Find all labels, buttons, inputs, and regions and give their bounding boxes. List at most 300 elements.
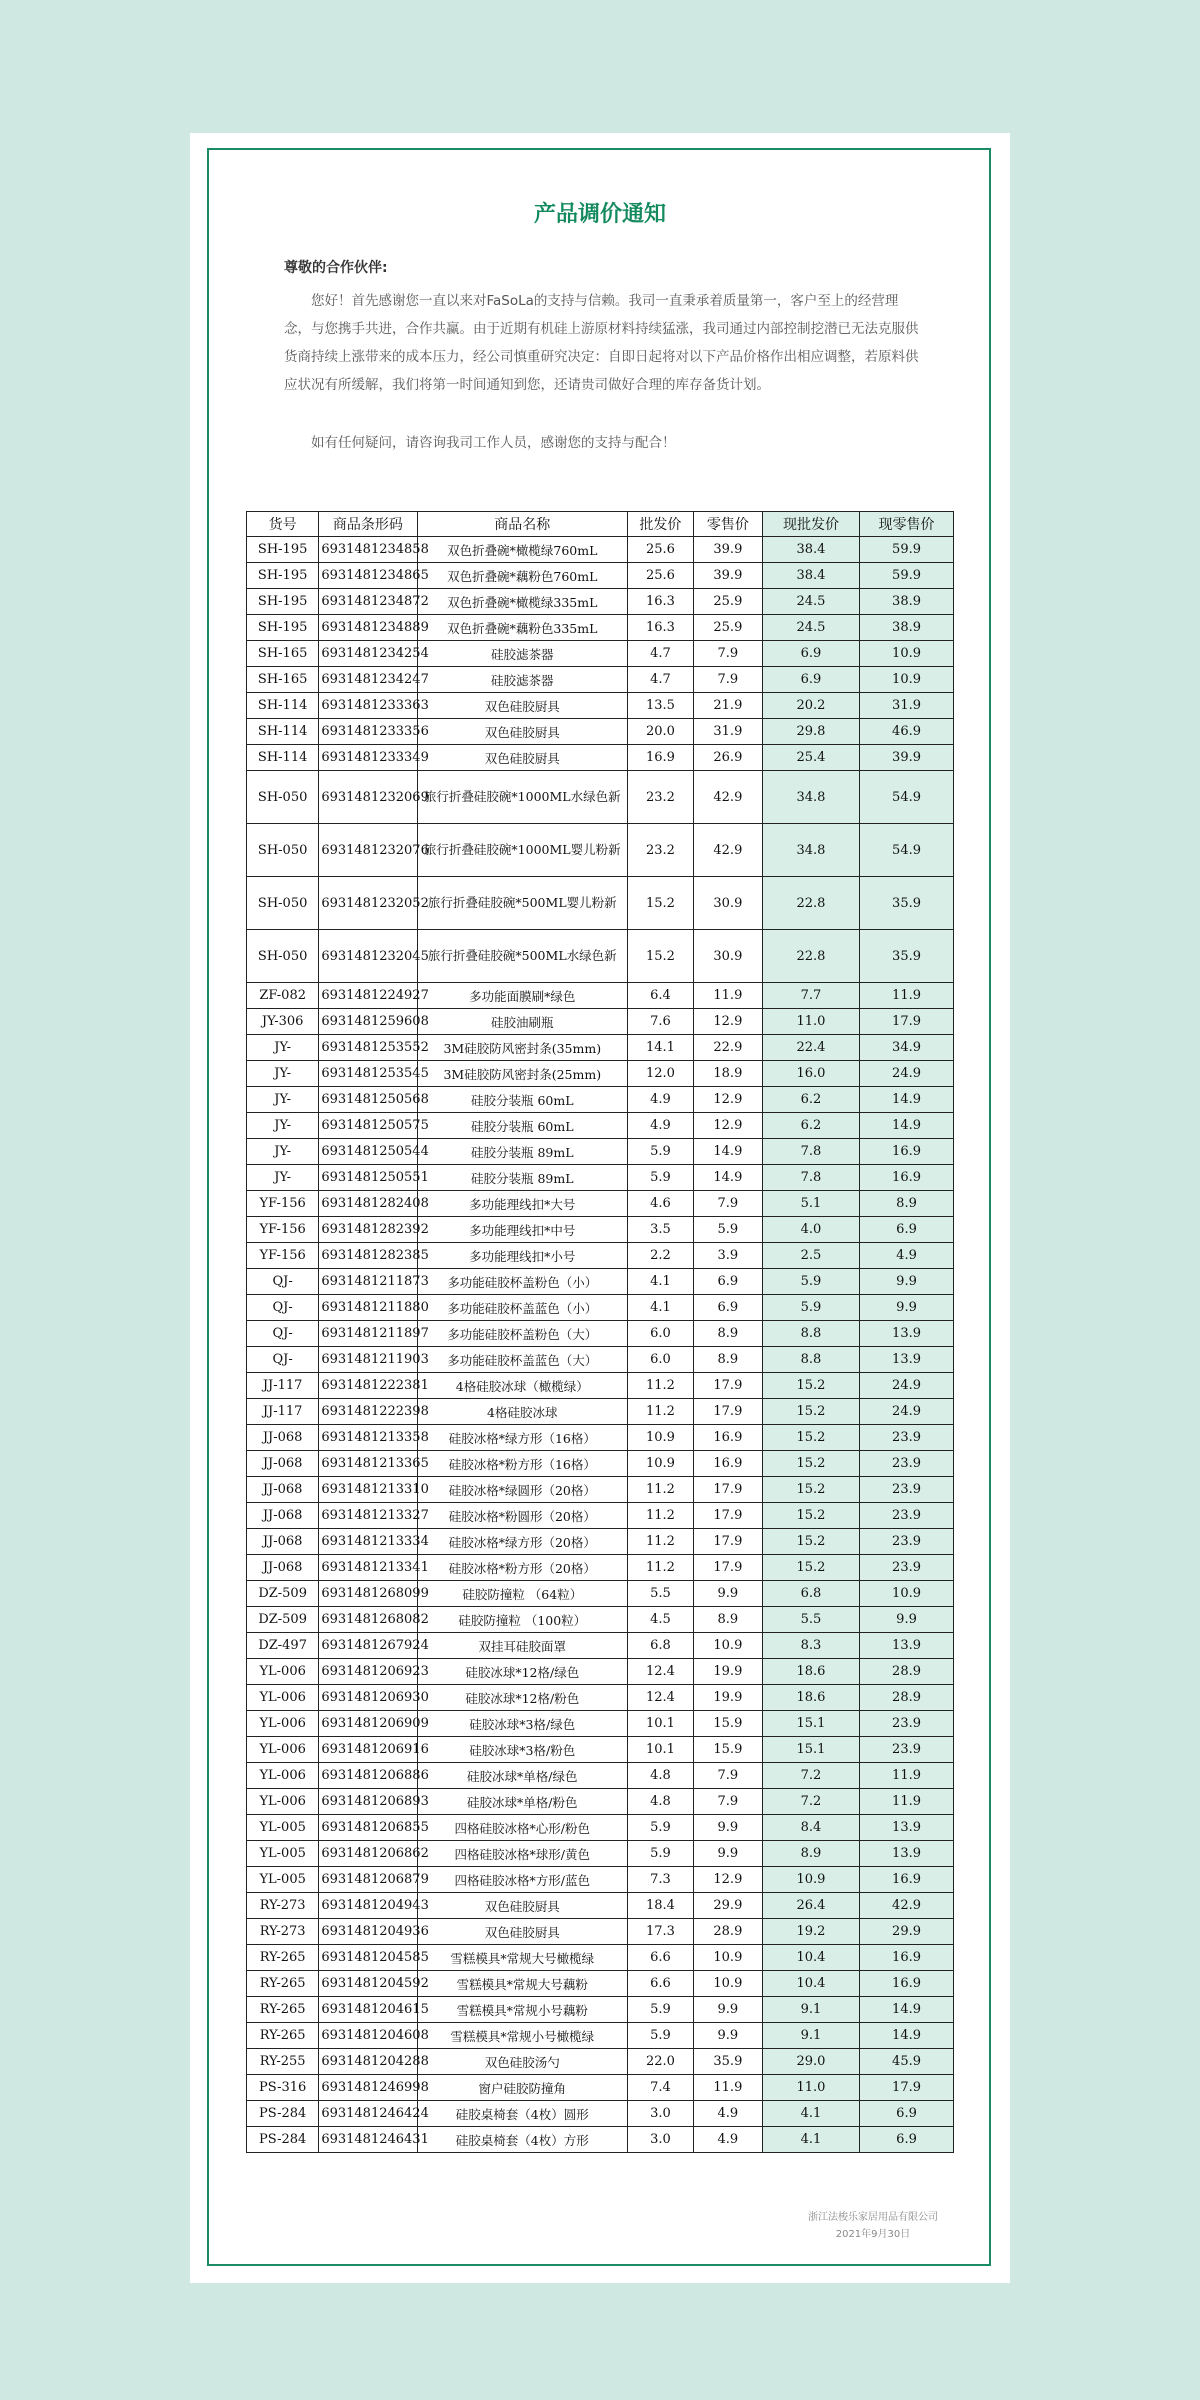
product-name-cell: 硅胶分装瓶 60mL xyxy=(417,1087,627,1113)
wholesale-price-cell: 16.3 xyxy=(628,615,694,641)
product-name-cell: 多功能硅胶杯盖蓝色（大） xyxy=(417,1347,627,1373)
retail-price-cell: 17.9 xyxy=(693,1399,762,1425)
retail-price-cell: 11.9 xyxy=(693,2075,762,2101)
new-wholesale-price-cell: 22.8 xyxy=(762,877,859,930)
product-name-cell: 多功能面膜刷*绿色 xyxy=(417,983,627,1009)
retail-price-cell: 7.9 xyxy=(693,1191,762,1217)
table-row xyxy=(247,1061,954,1087)
document-title: 产品调价通知 xyxy=(533,202,666,227)
new-retail-price-cell: 9.9 xyxy=(860,1269,954,1295)
table-row xyxy=(247,1555,954,1581)
barcode-cell: 6931481246998 xyxy=(319,2075,417,2101)
wholesale-price-cell: 6.6 xyxy=(628,1971,694,1997)
retail-price-cell: 14.9 xyxy=(693,1139,762,1165)
wholesale-price-cell: 11.2 xyxy=(628,1529,694,1555)
barcode-cell: 6931481211873 xyxy=(319,1269,417,1295)
wholesale-price-cell: 6.4 xyxy=(628,983,694,1009)
new-retail-price-cell: 16.9 xyxy=(860,1945,954,1971)
new-wholesale-price-cell: 7.2 xyxy=(762,1763,859,1789)
retail-price-cell: 6.9 xyxy=(693,1295,762,1321)
barcode-cell: 6931481253552 xyxy=(319,1035,417,1061)
wholesale-price-cell: 4.7 xyxy=(628,641,694,667)
wholesale-price-cell: 16.3 xyxy=(628,589,694,615)
product-name-cell: 多功能理线扣*中号 xyxy=(417,1217,627,1243)
product-name-cell: 双色硅胶厨具 xyxy=(417,1893,627,1919)
new-retail-price-cell: 23.9 xyxy=(860,1529,954,1555)
item-no-cell: SH-114 xyxy=(247,745,319,771)
wholesale-price-cell: 11.2 xyxy=(628,1477,694,1503)
barcode-cell: 6931481222398 xyxy=(319,1399,417,1425)
retail-price-cell: 19.9 xyxy=(693,1659,762,1685)
retail-price-cell: 42.9 xyxy=(693,771,762,824)
wholesale-price-cell: 11.2 xyxy=(628,1373,694,1399)
table-row xyxy=(247,1711,954,1737)
table-row xyxy=(247,1503,954,1529)
wholesale-price-cell: 12.0 xyxy=(628,1061,694,1087)
retail-price-cell: 9.9 xyxy=(693,2023,762,2049)
table-row xyxy=(247,1269,954,1295)
product-name-cell: 硅胶分装瓶 89mL xyxy=(417,1139,627,1165)
wholesale-price-cell: 7.6 xyxy=(628,1009,694,1035)
table-row xyxy=(247,1399,954,1425)
new-wholesale-price-cell: 15.2 xyxy=(762,1425,859,1451)
table-row xyxy=(247,693,954,719)
wholesale-price-cell: 22.0 xyxy=(628,2049,694,2075)
wholesale-price-cell: 12.4 xyxy=(628,1685,694,1711)
notice-paragraph-2: 如有任何疑问，请咨询我司工作人员，感谢您的支持与配合！ xyxy=(311,435,676,451)
product-name-cell: 雪糕模具*常规大号橄榄绿 xyxy=(417,1945,627,1971)
item-no-cell: SH-165 xyxy=(247,641,319,667)
new-wholesale-price-cell: 15.2 xyxy=(762,1399,859,1425)
retail-price-cell: 5.9 xyxy=(693,1217,762,1243)
item-no-cell: PS-284 xyxy=(247,2127,319,2153)
new-retail-price-cell: 45.9 xyxy=(860,2049,954,2075)
new-wholesale-price-cell: 15.2 xyxy=(762,1529,859,1555)
item-no-cell: SH-050 xyxy=(247,824,319,877)
retail-price-cell: 7.9 xyxy=(693,641,762,667)
wholesale-price-cell: 25.6 xyxy=(628,537,694,563)
new-retail-price-cell: 10.9 xyxy=(860,1581,954,1607)
wholesale-price-cell: 20.0 xyxy=(628,719,694,745)
retail-price-cell: 9.9 xyxy=(693,1581,762,1607)
table-row xyxy=(247,1919,954,1945)
product-name-cell: 雪糕模具*常规大号藕粉 xyxy=(417,1971,627,1997)
product-name-cell: 多功能理线扣*大号 xyxy=(417,1191,627,1217)
retail-price-cell: 35.9 xyxy=(693,2049,762,2075)
barcode-cell: 6931481259608 xyxy=(319,1009,417,1035)
new-wholesale-price-cell: 6.8 xyxy=(762,1581,859,1607)
table-row xyxy=(247,2049,954,2075)
wholesale-price-cell: 16.9 xyxy=(628,745,694,771)
item-no-cell: JJ-117 xyxy=(247,1373,319,1399)
new-wholesale-price-cell: 4.1 xyxy=(762,2101,859,2127)
product-name-cell: 双挂耳硅胶面罩 xyxy=(417,1633,627,1659)
barcode-cell: 6931481204608 xyxy=(319,2023,417,2049)
retail-price-cell: 19.9 xyxy=(693,1685,762,1711)
new-wholesale-price-cell: 16.0 xyxy=(762,1061,859,1087)
new-wholesale-price-cell: 4.0 xyxy=(762,1217,859,1243)
wholesale-price-cell: 10.1 xyxy=(628,1737,694,1763)
price-table xyxy=(246,511,954,2153)
signature-block xyxy=(808,2209,938,2243)
product-name-cell: 硅胶滤茶器 xyxy=(417,641,627,667)
retail-price-cell: 17.9 xyxy=(693,1529,762,1555)
item-no-cell: JY- xyxy=(247,1113,319,1139)
new-wholesale-price-cell: 7.8 xyxy=(762,1165,859,1191)
retail-price-cell: 12.9 xyxy=(693,1867,762,1893)
table-row xyxy=(247,1243,954,1269)
header-product-name: 商品名称 xyxy=(417,512,627,537)
item-no-cell: YL-006 xyxy=(247,1659,319,1685)
wholesale-price-cell: 3.5 xyxy=(628,1217,694,1243)
product-name-cell: 旅行折叠硅胶碗*500ML水绿色新 xyxy=(417,930,627,983)
notice-paper xyxy=(190,133,1010,2283)
table-row xyxy=(247,1139,954,1165)
barcode-cell: 6931481233349 xyxy=(319,745,417,771)
wholesale-price-cell: 25.6 xyxy=(628,563,694,589)
retail-price-cell: 8.9 xyxy=(693,1321,762,1347)
product-name-cell: 硅胶冰球*3格/粉色 xyxy=(417,1737,627,1763)
barcode-cell: 6931481250568 xyxy=(319,1087,417,1113)
new-wholesale-price-cell: 34.8 xyxy=(762,824,859,877)
item-no-cell: SH-050 xyxy=(247,771,319,824)
table-row xyxy=(247,2075,954,2101)
wholesale-price-cell: 6.0 xyxy=(628,1321,694,1347)
table-row xyxy=(247,1425,954,1451)
new-wholesale-price-cell: 8.3 xyxy=(762,1633,859,1659)
new-retail-price-cell: 4.9 xyxy=(860,1243,954,1269)
retail-price-cell: 30.9 xyxy=(693,877,762,930)
barcode-cell: 6931481234247 xyxy=(319,667,417,693)
product-name-cell: 多功能硅胶杯盖蓝色（小） xyxy=(417,1295,627,1321)
item-no-cell: DZ-509 xyxy=(247,1581,319,1607)
barcode-cell: 6931481234872 xyxy=(319,589,417,615)
retail-price-cell: 9.9 xyxy=(693,1815,762,1841)
table-row xyxy=(247,983,954,1009)
new-retail-price-cell: 14.9 xyxy=(860,2023,954,2049)
item-no-cell: JJ-068 xyxy=(247,1425,319,1451)
item-no-cell: SH-165 xyxy=(247,667,319,693)
wholesale-price-cell: 5.5 xyxy=(628,1581,694,1607)
item-no-cell: ZF-082 xyxy=(247,983,319,1009)
new-retail-price-cell: 23.9 xyxy=(860,1477,954,1503)
retail-price-cell: 39.9 xyxy=(693,563,762,589)
barcode-cell: 6931481206930 xyxy=(319,1685,417,1711)
wholesale-price-cell: 6.0 xyxy=(628,1347,694,1373)
product-name-cell: 四格硅胶冰格*心形/粉色 xyxy=(417,1815,627,1841)
product-name-cell: 硅胶桌椅套（4枚）方形 xyxy=(417,2127,627,2153)
item-no-cell: RY-265 xyxy=(247,1945,319,1971)
retail-price-cell: 16.9 xyxy=(693,1425,762,1451)
table-row xyxy=(247,667,954,693)
new-wholesale-price-cell: 38.4 xyxy=(762,537,859,563)
new-wholesale-price-cell: 5.1 xyxy=(762,1191,859,1217)
item-no-cell: JY- xyxy=(247,1087,319,1113)
retail-price-cell: 4.9 xyxy=(693,2101,762,2127)
barcode-cell: 6931481234858 xyxy=(319,537,417,563)
new-retail-price-cell: 16.9 xyxy=(860,1867,954,1893)
wholesale-price-cell: 2.2 xyxy=(628,1243,694,1269)
new-retail-price-cell: 6.9 xyxy=(860,2127,954,2153)
item-no-cell: JY- xyxy=(247,1061,319,1087)
product-name-cell: 双色折叠碗*橄榄绿335mL xyxy=(417,589,627,615)
barcode-cell: 6931481267924 xyxy=(319,1633,417,1659)
item-no-cell: RY-265 xyxy=(247,2023,319,2049)
new-retail-price-cell: 39.9 xyxy=(860,745,954,771)
product-name-cell: 旅行折叠硅胶碗*500ML婴儿粉新 xyxy=(417,877,627,930)
new-wholesale-price-cell: 24.5 xyxy=(762,615,859,641)
barcode-cell: 6931481268099 xyxy=(319,1581,417,1607)
new-retail-price-cell: 35.9 xyxy=(860,877,954,930)
item-no-cell: JY- xyxy=(247,1165,319,1191)
table-row xyxy=(247,1789,954,1815)
table-row xyxy=(247,1971,954,1997)
new-wholesale-price-cell: 38.4 xyxy=(762,563,859,589)
new-retail-price-cell: 46.9 xyxy=(860,719,954,745)
table-row xyxy=(247,745,954,771)
new-wholesale-price-cell: 11.0 xyxy=(762,1009,859,1035)
new-wholesale-price-cell: 10.4 xyxy=(762,1945,859,1971)
barcode-cell: 6931481204592 xyxy=(319,1971,417,1997)
retail-price-cell: 15.9 xyxy=(693,1737,762,1763)
item-no-cell: YL-005 xyxy=(247,1815,319,1841)
new-retail-price-cell: 11.9 xyxy=(860,1789,954,1815)
product-name-cell: 硅胶冰格*粉方形（20格） xyxy=(417,1555,627,1581)
new-wholesale-price-cell: 5.9 xyxy=(762,1269,859,1295)
retail-price-cell: 42.9 xyxy=(693,824,762,877)
new-retail-price-cell: 31.9 xyxy=(860,693,954,719)
wholesale-price-cell: 4.5 xyxy=(628,1607,694,1633)
product-name-cell: 双色硅胶厨具 xyxy=(417,719,627,745)
new-wholesale-price-cell: 15.1 xyxy=(762,1737,859,1763)
product-name-cell: 四格硅胶冰格*球形/黄色 xyxy=(417,1841,627,1867)
table-row xyxy=(247,537,954,563)
retail-price-cell: 17.9 xyxy=(693,1555,762,1581)
product-name-cell: 硅胶冰格*粉圆形（20格） xyxy=(417,1503,627,1529)
table-row xyxy=(247,1815,954,1841)
table-row xyxy=(247,615,954,641)
product-name-cell: 硅胶冰格*绿方形（16格） xyxy=(417,1425,627,1451)
new-wholesale-price-cell: 8.4 xyxy=(762,1815,859,1841)
product-name-cell: 硅胶冰格*绿圆形（20格） xyxy=(417,1477,627,1503)
item-no-cell: SH-195 xyxy=(247,615,319,641)
table-row xyxy=(247,1737,954,1763)
item-no-cell: YL-006 xyxy=(247,1685,319,1711)
product-name-cell: 硅胶防撞粒 （64粒） xyxy=(417,1581,627,1607)
greeting: 尊敬的合作伙伴: xyxy=(284,260,388,276)
item-no-cell: YF-156 xyxy=(247,1217,319,1243)
item-no-cell: JJ-068 xyxy=(247,1503,319,1529)
wholesale-price-cell: 10.9 xyxy=(628,1425,694,1451)
new-wholesale-price-cell: 9.1 xyxy=(762,1997,859,2023)
wholesale-price-cell: 5.9 xyxy=(628,1165,694,1191)
product-name-cell: 雪糕模具*常规小号橄榄绿 xyxy=(417,2023,627,2049)
barcode-cell: 6931481204936 xyxy=(319,1919,417,1945)
retail-price-cell: 17.9 xyxy=(693,1477,762,1503)
product-name-cell: 雪糕模具*常规小号藕粉 xyxy=(417,1997,627,2023)
retail-price-cell: 8.9 xyxy=(693,1607,762,1633)
wholesale-price-cell: 5.9 xyxy=(628,1997,694,2023)
table-row xyxy=(247,1841,954,1867)
product-name-cell: 双色硅胶汤勺 xyxy=(417,2049,627,2075)
wholesale-price-cell: 4.8 xyxy=(628,1789,694,1815)
retail-price-cell: 9.9 xyxy=(693,1841,762,1867)
new-retail-price-cell: 29.9 xyxy=(860,1919,954,1945)
new-retail-price-cell: 24.9 xyxy=(860,1399,954,1425)
new-wholesale-price-cell: 9.1 xyxy=(762,2023,859,2049)
barcode-cell: 6931481204585 xyxy=(319,1945,417,1971)
table-row xyxy=(247,1867,954,1893)
wholesale-price-cell: 4.1 xyxy=(628,1295,694,1321)
product-name-cell: 旅行折叠硅胶碗*1000ML水绿色新 xyxy=(417,771,627,824)
new-wholesale-price-cell: 6.9 xyxy=(762,641,859,667)
new-retail-price-cell: 35.9 xyxy=(860,930,954,983)
new-retail-price-cell: 16.9 xyxy=(860,1971,954,1997)
item-no-cell: YL-005 xyxy=(247,1867,319,1893)
item-no-cell: QJ- xyxy=(247,1295,319,1321)
retail-price-cell: 18.9 xyxy=(693,1061,762,1087)
new-retail-price-cell: 14.9 xyxy=(860,1997,954,2023)
barcode-cell: 6931481250575 xyxy=(319,1113,417,1139)
new-retail-price-cell: 38.9 xyxy=(860,589,954,615)
wholesale-price-cell: 18.4 xyxy=(628,1893,694,1919)
table-row xyxy=(247,1009,954,1035)
product-name-cell: 4格硅胶冰球（橄榄绿） xyxy=(417,1373,627,1399)
new-retail-price-cell: 24.9 xyxy=(860,1061,954,1087)
table-row xyxy=(247,930,954,983)
new-wholesale-price-cell: 20.2 xyxy=(762,693,859,719)
new-retail-price-cell: 13.9 xyxy=(860,1815,954,1841)
new-retail-price-cell: 6.9 xyxy=(860,2101,954,2127)
wholesale-price-cell: 5.9 xyxy=(628,1815,694,1841)
new-retail-price-cell: 28.9 xyxy=(860,1685,954,1711)
retail-price-cell: 31.9 xyxy=(693,719,762,745)
new-retail-price-cell: 38.9 xyxy=(860,615,954,641)
wholesale-price-cell: 14.1 xyxy=(628,1035,694,1061)
new-retail-price-cell: 13.9 xyxy=(860,1633,954,1659)
retail-price-cell: 16.9 xyxy=(693,1451,762,1477)
table-row xyxy=(247,1945,954,1971)
barcode-cell: 6931481234889 xyxy=(319,615,417,641)
new-retail-price-cell: 10.9 xyxy=(860,641,954,667)
retail-price-cell: 7.9 xyxy=(693,667,762,693)
wholesale-price-cell: 6.6 xyxy=(628,1945,694,1971)
wholesale-price-cell: 17.3 xyxy=(628,1919,694,1945)
wholesale-price-cell: 10.1 xyxy=(628,1711,694,1737)
item-no-cell: RY-255 xyxy=(247,2049,319,2075)
item-no-cell: JJ-068 xyxy=(247,1555,319,1581)
new-retail-price-cell: 23.9 xyxy=(860,1451,954,1477)
new-retail-price-cell: 34.9 xyxy=(860,1035,954,1061)
new-retail-price-cell: 6.9 xyxy=(860,1217,954,1243)
new-retail-price-cell: 8.9 xyxy=(860,1191,954,1217)
new-retail-price-cell: 59.9 xyxy=(860,563,954,589)
barcode-cell: 6931481211897 xyxy=(319,1321,417,1347)
company-name: 浙江法梭乐家居用品有限公司 xyxy=(808,2212,938,2223)
new-wholesale-price-cell: 2.5 xyxy=(762,1243,859,1269)
table-row xyxy=(247,1451,954,1477)
wholesale-price-cell: 6.8 xyxy=(628,1633,694,1659)
new-wholesale-price-cell: 22.4 xyxy=(762,1035,859,1061)
barcode-cell: 6931481206893 xyxy=(319,1789,417,1815)
new-retail-price-cell: 54.9 xyxy=(860,771,954,824)
retail-price-cell: 12.9 xyxy=(693,1113,762,1139)
barcode-cell: 6931481232069 xyxy=(319,771,417,824)
product-name-cell: 多功能理线扣*小号 xyxy=(417,1243,627,1269)
item-no-cell: SH-195 xyxy=(247,563,319,589)
item-no-cell: YL-006 xyxy=(247,1711,319,1737)
new-retail-price-cell: 42.9 xyxy=(860,1893,954,1919)
table-row xyxy=(247,1113,954,1139)
new-retail-price-cell: 11.9 xyxy=(860,1763,954,1789)
table-row xyxy=(247,877,954,930)
product-name-cell: 硅胶冰格*绿方形（20格） xyxy=(417,1529,627,1555)
barcode-cell: 6931481211903 xyxy=(319,1347,417,1373)
item-no-cell: JJ-117 xyxy=(247,1399,319,1425)
item-no-cell: JJ-068 xyxy=(247,1451,319,1477)
retail-price-cell: 29.9 xyxy=(693,1893,762,1919)
product-name-cell: 四格硅胶冰格*方形/蓝色 xyxy=(417,1867,627,1893)
table-row xyxy=(247,1607,954,1633)
item-no-cell: JJ-068 xyxy=(247,1529,319,1555)
retail-price-cell: 4.9 xyxy=(693,2127,762,2153)
barcode-cell: 6931481213334 xyxy=(319,1529,417,1555)
new-wholesale-price-cell: 34.8 xyxy=(762,771,859,824)
retail-price-cell: 10.9 xyxy=(693,1971,762,1997)
wholesale-price-cell: 15.2 xyxy=(628,930,694,983)
table-row xyxy=(247,1373,954,1399)
new-retail-price-cell: 17.9 xyxy=(860,2075,954,2101)
product-name-cell: 硅胶油刷瓶 xyxy=(417,1009,627,1035)
barcode-cell: 6931481253545 xyxy=(319,1061,417,1087)
barcode-cell: 6931481206855 xyxy=(319,1815,417,1841)
new-retail-price-cell: 16.9 xyxy=(860,1165,954,1191)
new-retail-price-cell: 13.9 xyxy=(860,1321,954,1347)
new-retail-price-cell: 14.9 xyxy=(860,1087,954,1113)
new-retail-price-cell: 10.9 xyxy=(860,667,954,693)
new-wholesale-price-cell: 7.7 xyxy=(762,983,859,1009)
barcode-cell: 6931481234254 xyxy=(319,641,417,667)
item-no-cell: RY-273 xyxy=(247,1893,319,1919)
item-no-cell: YL-006 xyxy=(247,1763,319,1789)
new-wholesale-price-cell: 18.6 xyxy=(762,1659,859,1685)
wholesale-price-cell: 10.9 xyxy=(628,1451,694,1477)
new-retail-price-cell: 23.9 xyxy=(860,1425,954,1451)
new-wholesale-price-cell: 29.8 xyxy=(762,719,859,745)
wholesale-price-cell: 5.9 xyxy=(628,1841,694,1867)
header-wholesale-price: 批发价 xyxy=(628,512,694,537)
barcode-cell: 6931481234865 xyxy=(319,563,417,589)
table-row xyxy=(247,2023,954,2049)
item-no-cell: RY-273 xyxy=(247,1919,319,1945)
barcode-cell: 6931481213358 xyxy=(319,1425,417,1451)
item-no-cell: DZ-509 xyxy=(247,1607,319,1633)
item-no-cell: QJ- xyxy=(247,1347,319,1373)
retail-price-cell: 17.9 xyxy=(693,1503,762,1529)
product-name-cell: 双色折叠碗*藕粉色335mL xyxy=(417,615,627,641)
new-wholesale-price-cell: 8.8 xyxy=(762,1321,859,1347)
new-wholesale-price-cell: 7.2 xyxy=(762,1789,859,1815)
wholesale-price-cell: 7.3 xyxy=(628,1867,694,1893)
header-retail-price: 零售价 xyxy=(693,512,762,537)
item-no-cell: QJ- xyxy=(247,1321,319,1347)
barcode-cell: 6931481246424 xyxy=(319,2101,417,2127)
barcode-cell: 6931481222381 xyxy=(319,1373,417,1399)
barcode-cell: 6931481233356 xyxy=(319,719,417,745)
barcode-cell: 6931481282408 xyxy=(319,1191,417,1217)
wholesale-price-cell: 4.8 xyxy=(628,1763,694,1789)
table-row xyxy=(247,824,954,877)
